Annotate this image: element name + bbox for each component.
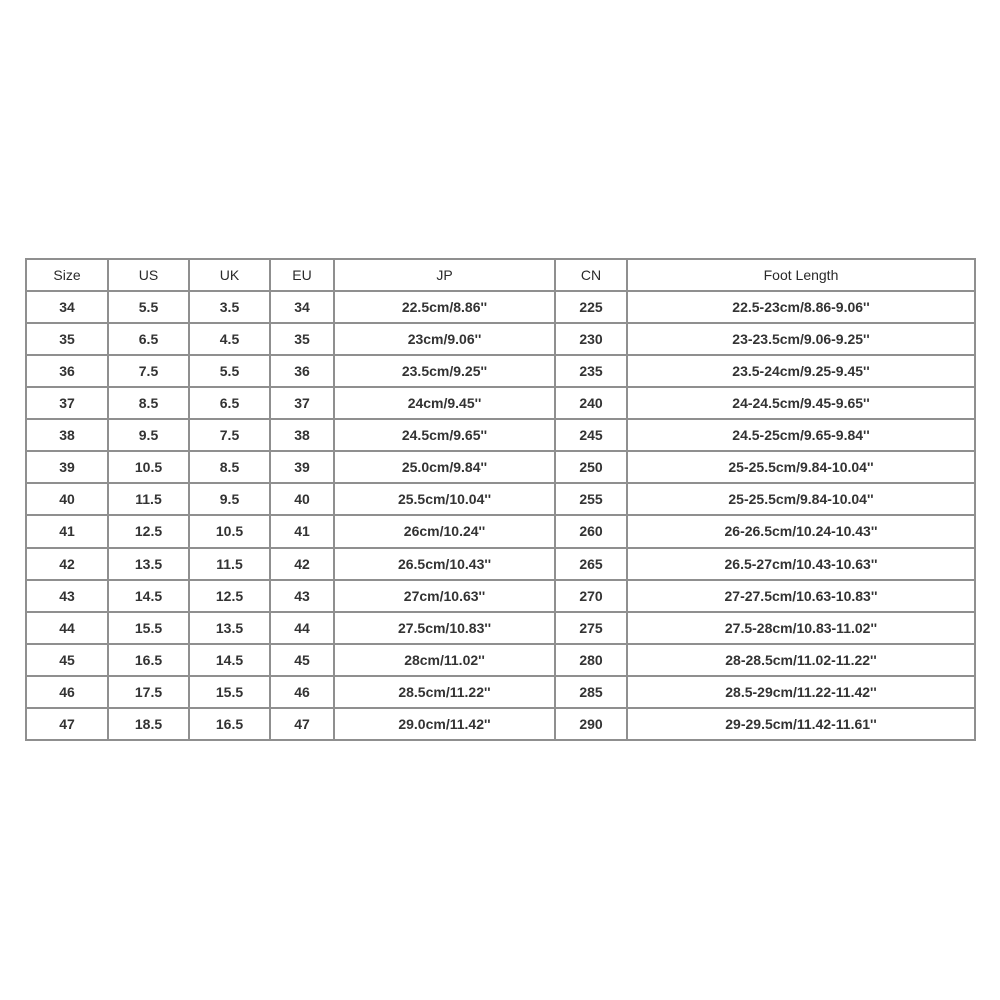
cell-us: 15.5	[108, 612, 189, 644]
cell-cn: 290	[555, 708, 627, 740]
cell-eu: 36	[270, 355, 334, 387]
cell-size: 45	[26, 644, 108, 676]
cell-size: 43	[26, 580, 108, 612]
cell-eu: 41	[270, 515, 334, 547]
cell-foot-length: 27.5-28cm/10.83-11.02''	[627, 612, 975, 644]
table-row	[26, 323, 975, 355]
cell-cn: 275	[555, 612, 627, 644]
cell-eu: 34	[270, 291, 334, 323]
cell-cn: 230	[555, 323, 627, 355]
table-row	[26, 676, 975, 708]
cell-uk: 7.5	[189, 419, 270, 451]
cell-eu: 37	[270, 387, 334, 419]
cell-cn: 225	[555, 291, 627, 323]
cell-us: 6.5	[108, 323, 189, 355]
column-header-jp: JP	[334, 259, 555, 291]
cell-jp: 29.0cm/11.42''	[334, 708, 555, 740]
cell-size: 36	[26, 355, 108, 387]
cell-uk: 16.5	[189, 708, 270, 740]
column-header-size: Size	[26, 259, 108, 291]
table-row	[26, 644, 975, 676]
cell-uk: 15.5	[189, 676, 270, 708]
cell-eu: 38	[270, 419, 334, 451]
cell-size: 47	[26, 708, 108, 740]
cell-size: 39	[26, 451, 108, 483]
cell-eu: 42	[270, 548, 334, 580]
cell-uk: 3.5	[189, 291, 270, 323]
table-row	[26, 548, 975, 580]
cell-cn: 245	[555, 419, 627, 451]
cell-foot-length: 28.5-29cm/11.22-11.42''	[627, 676, 975, 708]
cell-uk: 5.5	[189, 355, 270, 387]
cell-eu: 45	[270, 644, 334, 676]
cell-size: 44	[26, 612, 108, 644]
table-row	[26, 451, 975, 483]
cell-foot-length: 26-26.5cm/10.24-10.43''	[627, 515, 975, 547]
cell-eu: 43	[270, 580, 334, 612]
cell-us: 8.5	[108, 387, 189, 419]
cell-foot-length: 25-25.5cm/9.84-10.04''	[627, 451, 975, 483]
table-row	[26, 580, 975, 612]
cell-uk: 13.5	[189, 612, 270, 644]
table-row	[26, 355, 975, 387]
cell-us: 14.5	[108, 580, 189, 612]
cell-jp: 22.5cm/8.86''	[334, 291, 555, 323]
cell-foot-length: 22.5-23cm/8.86-9.06''	[627, 291, 975, 323]
cell-jp: 25.0cm/9.84''	[334, 451, 555, 483]
cell-us: 11.5	[108, 483, 189, 515]
cell-uk: 12.5	[189, 580, 270, 612]
cell-cn: 265	[555, 548, 627, 580]
cell-size: 40	[26, 483, 108, 515]
cell-jp: 28cm/11.02''	[334, 644, 555, 676]
cell-uk: 10.5	[189, 515, 270, 547]
cell-uk: 8.5	[189, 451, 270, 483]
table-row	[26, 708, 975, 740]
size-chart-table	[25, 258, 976, 741]
cell-jp: 24cm/9.45''	[334, 387, 555, 419]
cell-eu: 47	[270, 708, 334, 740]
cell-eu: 44	[270, 612, 334, 644]
column-header-us: US	[108, 259, 189, 291]
cell-size: 34	[26, 291, 108, 323]
cell-jp: 24.5cm/9.65''	[334, 419, 555, 451]
cell-jp: 28.5cm/11.22''	[334, 676, 555, 708]
column-header-foot-length: Foot Length	[627, 259, 975, 291]
table-row	[26, 419, 975, 451]
cell-foot-length: 24.5-25cm/9.65-9.84''	[627, 419, 975, 451]
cell-foot-length: 26.5-27cm/10.43-10.63''	[627, 548, 975, 580]
cell-eu: 46	[270, 676, 334, 708]
cell-us: 12.5	[108, 515, 189, 547]
cell-jp: 23.5cm/9.25''	[334, 355, 555, 387]
cell-foot-length: 25-25.5cm/9.84-10.04''	[627, 483, 975, 515]
cell-uk: 14.5	[189, 644, 270, 676]
cell-size: 37	[26, 387, 108, 419]
cell-foot-length: 27-27.5cm/10.63-10.83''	[627, 580, 975, 612]
cell-cn: 280	[555, 644, 627, 676]
column-header-eu: EU	[270, 259, 334, 291]
cell-us: 16.5	[108, 644, 189, 676]
table-row	[26, 387, 975, 419]
cell-foot-length: 24-24.5cm/9.45-9.65''	[627, 387, 975, 419]
table-row	[26, 483, 975, 515]
cell-eu: 35	[270, 323, 334, 355]
cell-size: 41	[26, 515, 108, 547]
cell-foot-length: 23-23.5cm/9.06-9.25''	[627, 323, 975, 355]
cell-jp: 26cm/10.24''	[334, 515, 555, 547]
cell-us: 5.5	[108, 291, 189, 323]
cell-size: 42	[26, 548, 108, 580]
cell-cn: 270	[555, 580, 627, 612]
header-row	[26, 259, 975, 291]
cell-cn: 255	[555, 483, 627, 515]
cell-cn: 285	[555, 676, 627, 708]
cell-jp: 25.5cm/10.04''	[334, 483, 555, 515]
cell-jp: 23cm/9.06''	[334, 323, 555, 355]
cell-eu: 39	[270, 451, 334, 483]
cell-uk: 4.5	[189, 323, 270, 355]
cell-foot-length: 29-29.5cm/11.42-11.61''	[627, 708, 975, 740]
cell-uk: 9.5	[189, 483, 270, 515]
cell-foot-length: 23.5-24cm/9.25-9.45''	[627, 355, 975, 387]
cell-jp: 27.5cm/10.83''	[334, 612, 555, 644]
column-header-cn: CN	[555, 259, 627, 291]
cell-cn: 240	[555, 387, 627, 419]
cell-foot-length: 28-28.5cm/11.02-11.22''	[627, 644, 975, 676]
cell-uk: 11.5	[189, 548, 270, 580]
cell-cn: 235	[555, 355, 627, 387]
column-header-uk: UK	[189, 259, 270, 291]
cell-us: 13.5	[108, 548, 189, 580]
cell-us: 18.5	[108, 708, 189, 740]
cell-size: 38	[26, 419, 108, 451]
cell-us: 7.5	[108, 355, 189, 387]
cell-us: 17.5	[108, 676, 189, 708]
cell-cn: 260	[555, 515, 627, 547]
table-row	[26, 291, 975, 323]
cell-us: 9.5	[108, 419, 189, 451]
cell-size: 35	[26, 323, 108, 355]
size-table-body	[26, 291, 975, 740]
cell-jp: 27cm/10.63''	[334, 580, 555, 612]
cell-eu: 40	[270, 483, 334, 515]
table-row	[26, 612, 975, 644]
table-row	[26, 515, 975, 547]
cell-uk: 6.5	[189, 387, 270, 419]
cell-jp: 26.5cm/10.43''	[334, 548, 555, 580]
cell-size: 46	[26, 676, 108, 708]
cell-us: 10.5	[108, 451, 189, 483]
cell-cn: 250	[555, 451, 627, 483]
